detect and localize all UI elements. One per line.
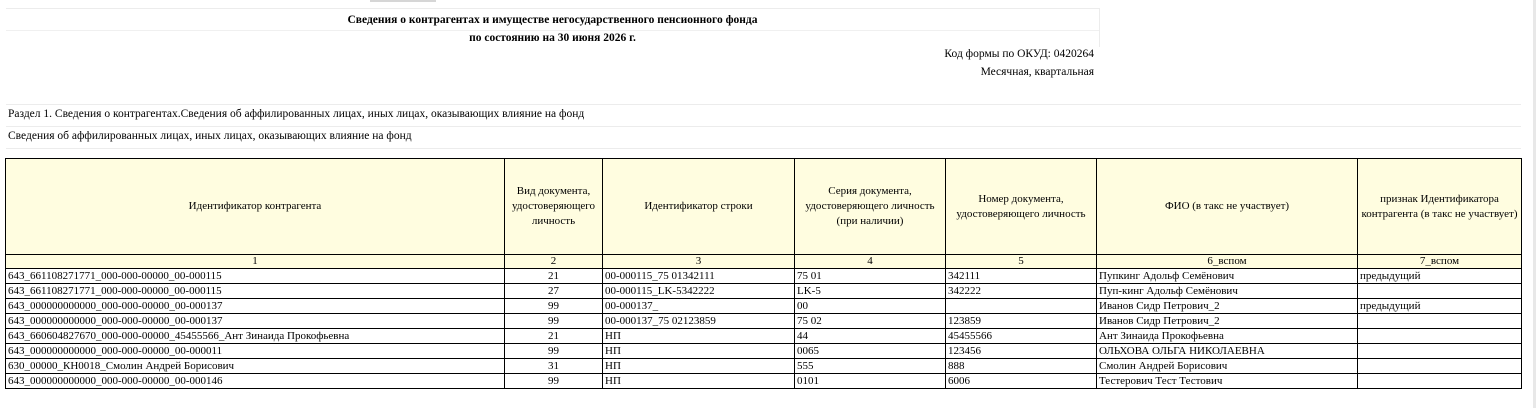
- cell-document-series[interactable]: 0101: [795, 374, 946, 389]
- column-header-counterparty-flag: признак Идентификатора контрагента (в такс не участвует): [1358, 159, 1522, 255]
- cell-counterparty-id[interactable]: 630_00000_КН0018_Смолин Андрей Борисович: [6, 359, 505, 374]
- table-row[interactable]: [6, 269, 1522, 284]
- cell-document-type[interactable]: 31: [505, 359, 603, 374]
- divider: [6, 126, 1521, 127]
- column-header-full-name: ФИО (в такс не участвует): [1097, 159, 1358, 255]
- table-row[interactable]: [6, 314, 1522, 329]
- cell-counterparty-id[interactable]: 643_000000000000_000-000-00000_00-000146: [6, 374, 505, 389]
- cell-document-number[interactable]: 6006: [946, 374, 1097, 389]
- column-number: 5: [946, 255, 1097, 269]
- cell-document-type[interactable]: 21: [505, 329, 603, 344]
- cell-document-type[interactable]: 27: [505, 284, 603, 299]
- cell-document-series[interactable]: 00: [795, 299, 946, 314]
- cell-document-type[interactable]: 99: [505, 299, 603, 314]
- cell-full-name[interactable]: ОЛЬХОВА ОЛЬГА НИКОЛАЕВНА: [1097, 344, 1358, 359]
- table-header-row: [6, 159, 1522, 255]
- cell-counterparty-id[interactable]: 643_661108271771_000-000-00000_00-000115: [6, 284, 505, 299]
- column-header-document-series: Серия документа, удостоверяющего личность (при наличии): [795, 159, 946, 255]
- cell-counterparty-flag[interactable]: [1358, 284, 1522, 299]
- cell-document-number[interactable]: 123456: [946, 344, 1097, 359]
- okud-form-code: Код формы по ОКУД: 0420264: [944, 48, 1094, 60]
- cell-document-series[interactable]: 44: [795, 329, 946, 344]
- report-title-block: [6, 8, 1100, 47]
- column-header-row-id: Идентификатор строки: [603, 159, 795, 255]
- cell-counterparty-flag[interactable]: [1358, 314, 1522, 329]
- column-number: 4: [795, 255, 946, 269]
- cell-document-number[interactable]: 45455566: [946, 329, 1097, 344]
- cell-row-id[interactable]: НП: [603, 374, 795, 389]
- divider: [6, 104, 1521, 105]
- cell-counterparty-flag[interactable]: [1358, 359, 1522, 374]
- table-row[interactable]: [6, 299, 1522, 314]
- table-row[interactable]: [6, 374, 1522, 389]
- top-tab-stub: [370, 0, 436, 2]
- cell-document-number[interactable]: 342111: [946, 269, 1097, 284]
- section-subheading: Сведения об аффилированных лицах, иных лицах, оказывающих влияние на фонд: [8, 130, 412, 142]
- column-header-document-type: Вид документа, удостоверяющего личность: [505, 159, 603, 255]
- cell-row-id[interactable]: НП: [603, 329, 795, 344]
- cell-counterparty-id[interactable]: 643_000000000000_000-000-00000_00-000011: [6, 344, 505, 359]
- column-number: 2: [505, 255, 603, 269]
- cell-row-id[interactable]: 00-000137_75 02123859: [603, 314, 795, 329]
- table-row[interactable]: [6, 344, 1522, 359]
- cell-counterparty-id[interactable]: 643_661108271771_000-000-00000_00-000115: [6, 269, 505, 284]
- cell-counterparty-flag[interactable]: [1358, 329, 1522, 344]
- divider: [6, 148, 1521, 149]
- column-header-document-number: Номер документа, удостоверяющего личность: [946, 159, 1097, 255]
- cell-document-series[interactable]: 555: [795, 359, 946, 374]
- affiliates-table: [5, 158, 1522, 389]
- cell-full-name[interactable]: Пупкинг Адольф Семёнович: [1097, 269, 1358, 284]
- cell-counterparty-flag[interactable]: предыдущий: [1358, 299, 1522, 314]
- cell-full-name[interactable]: Иванов Сидр Петрович_2: [1097, 314, 1358, 329]
- title-separator: [6, 30, 1099, 31]
- column-header-counterparty-id: Идентификатор контрагента: [6, 159, 505, 255]
- cell-full-name[interactable]: Тестерович Тест Тестович: [1097, 374, 1358, 389]
- cell-document-number[interactable]: 342222: [946, 284, 1097, 299]
- cell-document-number[interactable]: 123859: [946, 314, 1097, 329]
- column-number: 6_вспом: [1097, 255, 1358, 269]
- cell-document-number[interactable]: [946, 299, 1097, 314]
- cell-document-series[interactable]: LK-5: [795, 284, 946, 299]
- cell-row-id[interactable]: 00-000115_LK-5342222: [603, 284, 795, 299]
- cell-counterparty-id[interactable]: 643_000000000000_000-000-00000_00-000137: [6, 299, 505, 314]
- table-row[interactable]: [6, 284, 1522, 299]
- cell-full-name[interactable]: Смолин Андрей Борисович: [1097, 359, 1358, 374]
- cell-row-id[interactable]: НП: [603, 359, 795, 374]
- cell-full-name[interactable]: Иванов Сидр Петрович_2: [1097, 299, 1358, 314]
- table-row[interactable]: [6, 359, 1522, 374]
- cell-row-id[interactable]: 00-000115_75 01342111: [603, 269, 795, 284]
- report-title: Сведения о контрагентах и имуществе негосударственного пенсионного фонда: [347, 14, 758, 26]
- column-number: 7_вспом: [1358, 255, 1522, 269]
- cell-counterparty-flag[interactable]: [1358, 344, 1522, 359]
- cell-document-number[interactable]: 888: [946, 359, 1097, 374]
- column-number-row: [6, 255, 1522, 269]
- cell-full-name[interactable]: Ант Зинаида Прокофьевна: [1097, 329, 1358, 344]
- cell-document-type[interactable]: 99: [505, 374, 603, 389]
- cell-row-id[interactable]: 00-000137_: [603, 299, 795, 314]
- section-heading: Раздел 1. Сведения о контрагентах.Сведения об аффилированных лицах, иных лицах, оказывающих влияние на фонд: [8, 108, 585, 120]
- cell-row-id[interactable]: НП: [603, 344, 795, 359]
- report-date: по состоянию на 30 июня 2026 г.: [469, 32, 636, 44]
- cell-document-series[interactable]: 0065: [795, 344, 946, 359]
- cell-document-series[interactable]: 75 02: [795, 314, 946, 329]
- table-row[interactable]: [6, 329, 1522, 344]
- cell-document-type[interactable]: 99: [505, 344, 603, 359]
- report-periodicity: Месячная, квартальная: [980, 66, 1094, 78]
- cell-counterparty-flag[interactable]: предыдущий: [1358, 269, 1522, 284]
- cell-document-series[interactable]: 75 01: [795, 269, 946, 284]
- cell-document-type[interactable]: 99: [505, 314, 603, 329]
- column-number: 1: [6, 255, 505, 269]
- cell-counterparty-id[interactable]: 643_000000000000_000-000-00000_00-000137: [6, 314, 505, 329]
- cell-counterparty-flag[interactable]: [1358, 374, 1522, 389]
- cell-document-type[interactable]: 21: [505, 269, 603, 284]
- cell-full-name[interactable]: Пуп-кинг Адольф Семёнович: [1097, 284, 1358, 299]
- column-number: 3: [603, 255, 795, 269]
- cell-counterparty-id[interactable]: 643_660604827670_000-000-00000_45455566_Ант Зинаида Прокофьевна: [6, 329, 505, 344]
